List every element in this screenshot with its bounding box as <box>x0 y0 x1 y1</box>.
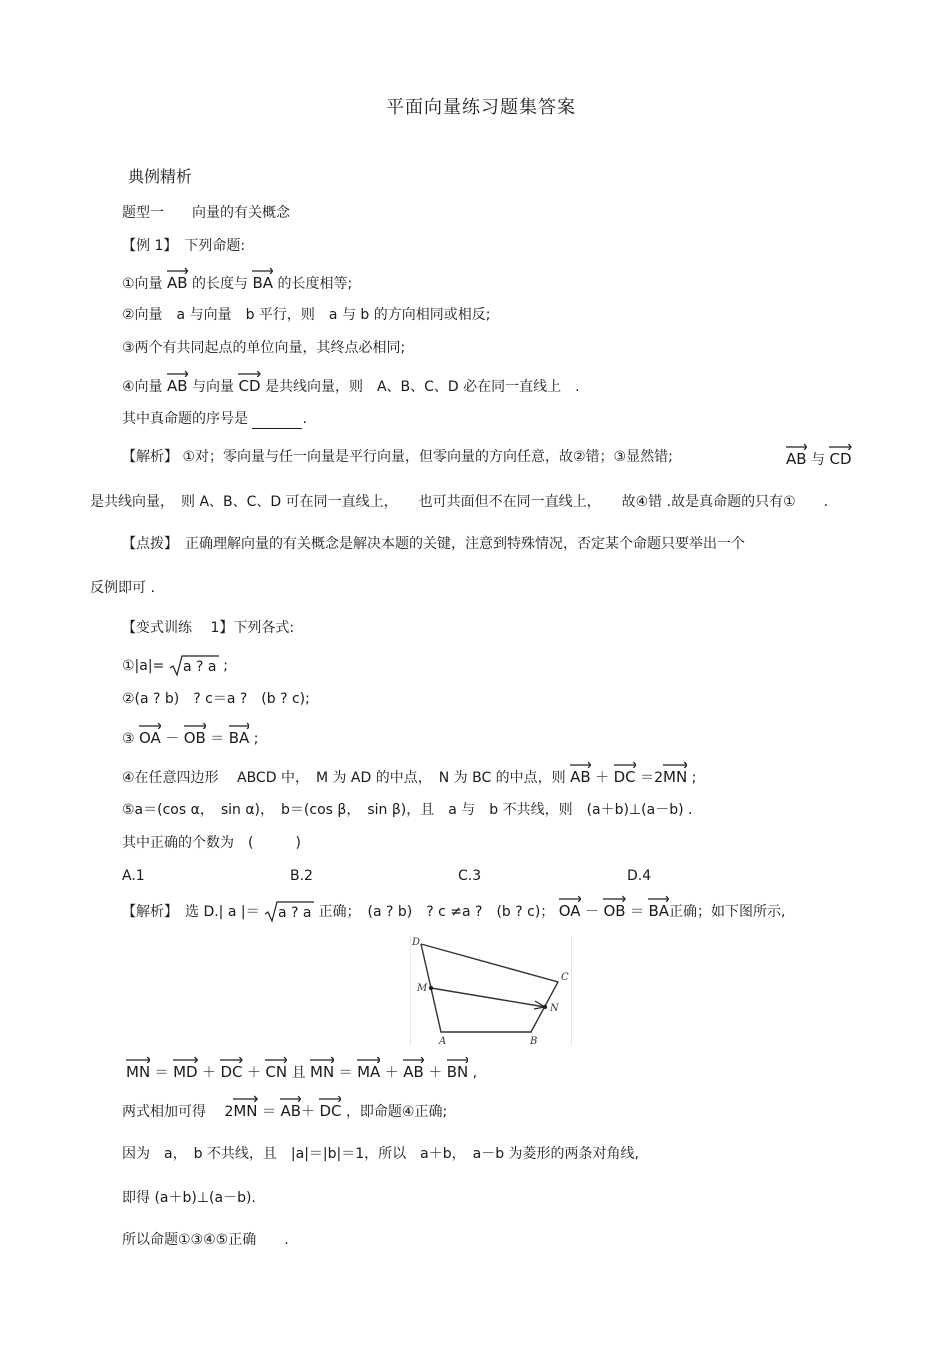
vector-mn: MN <box>310 1056 334 1081</box>
label-c: C <box>561 972 569 983</box>
conclusion-lead: 两式相加可得 2 <box>122 1104 234 1120</box>
formula-1-end: ; <box>223 658 228 674</box>
vector-oa: OA <box>559 895 581 920</box>
formula-4-lead: ④在任意四边形 ABCD 中， M 为 AD 的中点， N 为 BC 的中点，则 <box>122 770 566 786</box>
vector-ba: BA <box>229 722 250 747</box>
label-a: A <box>439 1036 447 1046</box>
minus-sign: － <box>585 904 599 920</box>
conclusion-line-1 <box>122 1095 447 1122</box>
vector-ab: AB <box>403 1056 424 1081</box>
formula-1 <box>122 654 228 678</box>
option-d: D.4 <box>627 868 652 884</box>
statement-1-mid: 的长度与 <box>192 276 249 292</box>
formula-3-end: ; <box>253 731 259 747</box>
equals-sign: ＝ <box>261 1104 276 1120</box>
conclusion-line-4: 所以命题①③④⑤正确 . <box>122 1232 289 1248</box>
plus-sign: ＋ <box>202 1065 217 1081</box>
statement-2: ②向量 a 与向量 b 平行，则 a 与 b 的方向相同或相反; <box>122 307 491 323</box>
formula-3-lead: ③ <box>122 731 135 747</box>
section-heading: 典例精析 <box>128 167 193 186</box>
vector-ob: OB <box>184 722 206 747</box>
vector-dc: DC <box>319 1095 341 1120</box>
statement-3: ③两个有共同起点的单位向量，其终点必相同; <box>122 340 406 356</box>
equals-sign: ＝ <box>338 1065 353 1081</box>
statement-4 <box>122 370 580 397</box>
vector-dc: DC <box>220 1056 242 1081</box>
analysis-2 <box>122 895 785 924</box>
vector-mn: MN <box>233 1095 257 1120</box>
label-d: D <box>412 937 421 948</box>
topic-heading: 题型一 向量的有关概念 <box>122 205 290 221</box>
vector-cd: CD <box>829 443 851 468</box>
analysis-1-line-1: 【解析】 ①对；零向量与任一向量是平行向量，但零向量的方向任意，故②错；③显然错; <box>122 449 673 465</box>
analysis-2-end: 正确；如下图所示, <box>669 904 786 920</box>
vector-ba: BA <box>648 895 669 920</box>
option-b: B.2 <box>290 868 313 884</box>
and-word: 与 <box>811 452 826 468</box>
count-question: 其中正确的个数为 ( ) <box>122 835 301 851</box>
vector-ab: AB <box>167 370 188 395</box>
analysis-2-mid: 正确； (a ? b) ? c ≠a ? (b ? c)； <box>318 904 555 920</box>
and-word: 且 <box>291 1065 306 1081</box>
question-line <box>122 409 307 429</box>
quadrilateral-abcd <box>421 944 558 1032</box>
plus-sign: ＋ <box>301 1104 315 1120</box>
vector-mn: MN <box>663 761 687 786</box>
vector-cn: CN <box>265 1056 287 1081</box>
vector-oa: OA <box>139 722 161 747</box>
plus-sign: ＋ <box>428 1065 443 1081</box>
vector-ab: AB <box>570 761 591 786</box>
formula-5: ⑤a＝(cos α， sin α)， b＝(cos β， sin β)，且 a 与 b 不共线，则 (a＋b)⊥(a－b) . <box>122 802 693 818</box>
vector-equation <box>126 1056 477 1083</box>
quadrilateral-diagram <box>411 936 571 1046</box>
statement-1 <box>122 267 352 294</box>
sqrt-expression <box>169 654 219 678</box>
analysis-2-lead: 【解析】 选 D.| a |＝ <box>122 904 260 920</box>
statement-4-end: 是共线向量，则 A、B、C、D 必在同一直线上 . <box>264 379 580 395</box>
point-m <box>429 986 433 990</box>
conclusion-line-3: 即得 (a＋b)⊥(a－b). <box>122 1190 256 1206</box>
option-a: A.1 <box>122 868 145 884</box>
plus-sign: ＋ <box>595 770 610 786</box>
equals-sign: ＝ <box>154 1065 169 1081</box>
vector-ma: MA <box>357 1056 380 1081</box>
statement-4-lead: ④向量 <box>122 379 163 395</box>
vector-ob: OB <box>603 895 625 920</box>
formula-1-lead: ①|a|= <box>122 658 165 674</box>
example-heading: 【例 1】 下列命题: <box>122 238 246 254</box>
equals-sign: ＝ <box>630 904 645 920</box>
vector-dc: DC <box>614 761 636 786</box>
page-title: 平面向量练习题集答案 <box>386 97 576 118</box>
statement-1-lead: ①向量 <box>122 276 163 292</box>
variant-heading: 【变式训练 1】下列各式: <box>122 620 295 636</box>
sqrt-radicand: a ? a <box>182 659 217 675</box>
vector-ab: AB <box>167 267 188 292</box>
analysis-1-vectors <box>786 443 852 470</box>
vector-ab: AB <box>280 1095 301 1120</box>
option-c: C.3 <box>458 868 482 884</box>
vector-ba: BA <box>252 267 273 292</box>
sqrt-radicand: a ? a <box>278 905 312 921</box>
question-end: . <box>302 411 307 427</box>
vector-mn: MN <box>126 1056 150 1081</box>
equals-two: ＝2 <box>640 770 664 786</box>
tip-line-1: 【点拨】 正确理解向量的有关概念是解决本题的关键，注意到特殊情况，否定某个命题只要举出一个 <box>122 536 745 552</box>
tip-line-2: 反例即可 . <box>90 580 155 596</box>
label-n: N <box>550 1003 559 1014</box>
analysis-1-line-2: 是共线向量， 则 A、B、C、D 可在同一直线上， 也可共面但不在同一直线上， 故④错 .故是真命题的只有① . <box>90 494 829 510</box>
vector-cd: CD <box>238 370 260 395</box>
statement-4-mid: 与向量 <box>192 379 235 395</box>
plus-sign: ＋ <box>246 1065 261 1081</box>
equals-sign: ＝ <box>210 731 225 747</box>
formula-4 <box>122 761 696 788</box>
vector-bn: BN <box>447 1056 469 1081</box>
quadrilateral-figure <box>410 936 572 1046</box>
formula-4-end: ; <box>691 770 697 786</box>
answer-blank <box>252 414 302 429</box>
vector-ab: AB <box>786 443 807 468</box>
minus-sign: － <box>165 731 180 747</box>
sqrt-expression <box>264 900 314 924</box>
question-text: 其中真命题的序号是 <box>122 411 248 427</box>
formula-3 <box>122 722 258 749</box>
conclusion-line-2: 因为 a， b 不共线，且 |a|＝|b|＝1，所以 a＋b， a－b 为菱形的两条对角线, <box>122 1146 639 1162</box>
segment-mn <box>431 988 545 1007</box>
vector-md: MD <box>173 1056 198 1081</box>
equation-end: , <box>472 1065 478 1081</box>
formula-2: ②(a ? b) ? c＝a ? (b ? c); <box>122 691 310 707</box>
conclusion-end: ，即命题④正确; <box>345 1104 448 1120</box>
statement-1-end: 的长度相等; <box>277 276 353 292</box>
label-m: M <box>417 983 428 994</box>
label-b: B <box>530 1036 538 1046</box>
plus-sign: ＋ <box>384 1065 399 1081</box>
